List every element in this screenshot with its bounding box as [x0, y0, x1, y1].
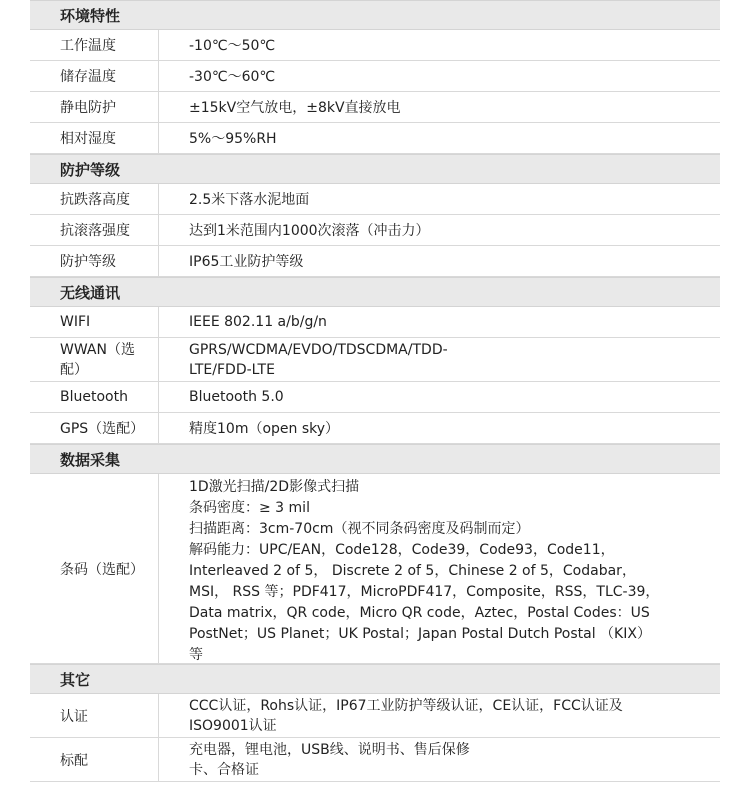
row-value	[159, 694, 720, 737]
table-row	[30, 382, 720, 413]
row-label: WIFI	[30, 307, 159, 337]
row-value-line: Interleaved 2 of 5， Discrete 2 of 5，Chinese 2 of 5，Codabar，	[189, 563, 636, 579]
spec-table	[30, 0, 720, 782]
row-value-line: ISO9001认证	[189, 717, 277, 734]
row-label: 防护等级	[30, 246, 159, 276]
table-row	[30, 474, 720, 664]
table-row	[30, 184, 720, 215]
row-value: -30℃～60℃	[189, 69, 276, 85]
row-value-line: GPRS/WCDMA/EVDO/TDSCDMA/TDD-	[189, 341, 448, 358]
row-value-line: Data matrix，QR code，Micro QR code，Aztec，Postal Codes：US	[189, 605, 650, 621]
row-value-line: LTE/FDD-LTE	[189, 361, 275, 378]
row-label: 条码（选配）	[30, 474, 159, 663]
table-row	[30, 738, 720, 782]
row-value: -10℃～50℃	[189, 38, 276, 54]
table-row	[30, 307, 720, 338]
row-value-line: MSI， RSS 等；PDF417，MicroPDF417，Composite，RSS，TLC-39，	[189, 584, 660, 600]
row-label: 抗滚落强度	[30, 215, 159, 245]
row-value: 2.5米下落水泥地面	[189, 192, 310, 208]
row-value-line: 等	[189, 647, 203, 663]
row-value-line: PostNet；US Planet；UK Postal；Japan Postal Dutch Postal （KIX）	[189, 626, 651, 642]
row-value: IP65工业防护等级	[189, 254, 304, 270]
table-row	[30, 61, 720, 92]
row-value: 精度10m（open sky）	[189, 421, 340, 437]
row-label: 工作温度	[30, 30, 159, 60]
table-row	[30, 215, 720, 246]
row-label: 相对湿度	[30, 123, 159, 153]
table-row	[30, 30, 720, 61]
table-row	[30, 413, 720, 444]
row-value: ±15kV空气放电，±8kV直接放电	[189, 100, 401, 116]
row-label: 认证	[30, 694, 159, 737]
row-value-line: 充电器，锂电池，USB线、说明书、售后保修	[189, 741, 470, 758]
row-label: 静电防护	[30, 92, 159, 122]
table-row	[30, 694, 720, 738]
section-header: 环境特性	[30, 0, 720, 30]
row-value-line: 1D激光扫描/2D影像式扫描	[189, 479, 360, 495]
row-label: 储存温度	[30, 61, 159, 91]
section-header: 防护等级	[30, 154, 720, 184]
table-row	[30, 123, 720, 154]
row-value: 5%～95%RH	[189, 131, 277, 147]
section-header: 无线通讯	[30, 277, 720, 307]
table-row	[30, 246, 720, 277]
row-value	[159, 338, 720, 381]
row-label-line: WWAN（选	[60, 341, 135, 358]
row-value-line: 卡、合格证	[189, 761, 259, 778]
row-label: 抗跌落高度	[30, 184, 159, 214]
row-value: 达到1米范围内1000次滚落（冲击力）	[189, 223, 430, 239]
row-value-line: CCC认证，Rohs认证，IP67工业防护等级认证，CE认证，FCC认证及	[189, 697, 623, 714]
section-header: 其它	[30, 664, 720, 694]
row-value-line: 条码密度：≥ 3 mil	[189, 500, 310, 516]
row-value-line: 扫描距离：3cm-70cm（视不同条码密度及码制而定）	[189, 521, 530, 537]
section-header: 数据采集	[30, 444, 720, 474]
table-row	[30, 92, 720, 123]
row-label: GPS（选配）	[30, 413, 159, 443]
row-value-line: 解码能力：UPC/EAN，Code128，Code39，Code93，Code11，	[189, 542, 615, 558]
row-label: 标配	[30, 738, 159, 781]
row-label-line: 配）	[60, 361, 88, 378]
row-label	[30, 338, 159, 381]
row-label: Bluetooth	[30, 382, 159, 412]
row-value: Bluetooth 5.0	[189, 389, 284, 405]
table-row	[30, 338, 720, 382]
row-value	[159, 474, 720, 663]
row-value: IEEE 802.11 a/b/g/n	[189, 314, 327, 330]
row-value	[159, 738, 720, 781]
